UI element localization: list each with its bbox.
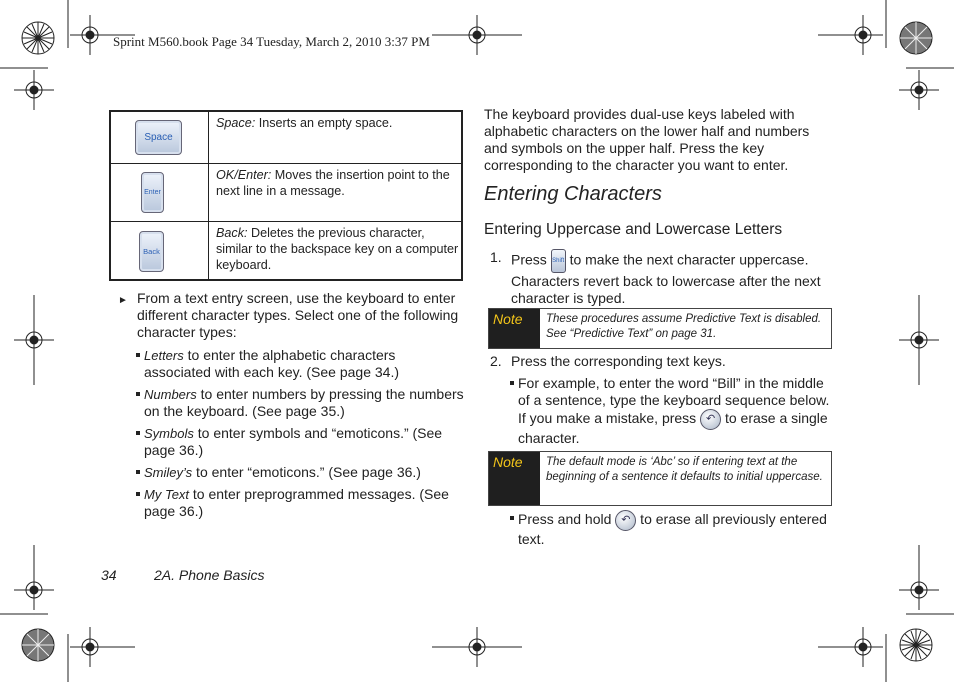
step-text: Press the corresponding text keys. [511,353,726,369]
shift-key-icon: Shift [551,249,566,273]
square-bullet-icon [136,431,140,435]
crosshair-icon [70,15,110,55]
key-image-cell [111,222,209,281]
section-name: 2A. Phone Basics [154,567,265,583]
crosshair-icon [843,15,883,55]
square-bullet-icon [510,516,514,520]
crosshair-icon [899,320,939,360]
subsection-heading: Entering Uppercase and Lowercase Letters [484,221,783,238]
page-number: 34 [101,567,117,583]
registration-rosette-icon [22,629,54,661]
key-description [216,225,459,273]
arrow-bullet-icon: ► [118,295,128,306]
key-description-text: Inserts an empty space. [255,116,393,130]
crosshair-icon [899,70,939,110]
list-item-text: to erase all previously entered text. [518,511,827,547]
key-term: Space: [216,116,256,130]
crosshair-icon [70,627,110,667]
list-item-text: to enter numbers by pressing the numbers on the keyboard. (See page 35.) [144,386,464,419]
step-number: 1. [490,249,502,265]
square-bullet-icon [136,353,140,357]
enter-key-icon: Enter [141,172,164,213]
square-bullet-icon [136,392,140,396]
note-text: The default mode is ‘Abc’ so if entering text at the beginning of a sentence it defaults to initial uppercase. [546,456,823,483]
key-table-row [111,222,461,281]
note-text: These procedures assume Predictive Text is disabled. See “Predictive Text” on page 31. [546,313,822,340]
key-table [109,110,463,281]
list-item-term: Letters [144,348,184,363]
list-item-term: Smiley’s [144,465,193,480]
intro-paragraph: The keyboard provides dual-use keys labeled with alphabetic characters on the lower half and numbers and symbols on the upper half. Press the key corresponding to the character you want to enter. [484,106,810,173]
crosshair-icon [457,15,497,55]
crosshair-icon [14,70,54,110]
note-label: Note [489,452,540,505]
registration-rosette-icon [900,629,932,661]
crosshair-icon [14,320,54,360]
key-description [216,167,459,199]
section-heading: Entering Characters [484,183,662,205]
square-bullet-icon [136,492,140,496]
note-box [488,308,832,349]
registration-rosette-icon [22,22,54,54]
step-text: Press [511,251,551,268]
key-image-cell [111,112,209,163]
key-table-row [111,112,461,164]
square-bullet-icon [136,470,140,474]
back-key-icon: Back [139,231,164,272]
key-description-text: Deletes the previous character, similar to the backspace key on a computer keyboard. [216,226,459,272]
list-item-text: For example, to enter the word “Bill” in the middle of a sentence, type the keyboard sequence below. If you make a mistake, press [518,375,830,427]
crosshair-icon [843,627,883,667]
step-text: to make the next character uppercase. Characters revert back to lowercase after the next character is typed. [511,251,821,306]
list-item-term: Symbols [144,426,194,441]
registration-rosette-icon [900,22,932,54]
list-item-term: My Text [144,487,190,502]
key-table-row [111,164,461,222]
key-term: Back: [216,226,248,240]
list-item-text: Press and hold [518,511,616,528]
list-item-text: to enter the alphabetic characters associated with each key. (See page 34.) [144,347,400,380]
key-term: OK/Enter: [216,168,272,182]
crosshair-icon [899,570,939,610]
note-label: Note [489,309,540,348]
list-item-term: Numbers [144,387,197,402]
list-item-text: to enter symbols and “emoticons.” (See page 36.) [144,425,443,458]
step-number: 2. [490,353,502,369]
note-box [488,451,832,506]
crosshair-icon [14,570,54,610]
key-description [216,115,459,131]
back-key-icon: ↶ [615,510,636,531]
square-bullet-icon [510,381,514,385]
main-bullet-text: From a text entry screen, use the keyboard to enter different character types. Select one of the following character types: [137,290,459,340]
list-item-text: to enter preprogrammed messages. (See page 36.) [144,486,449,519]
back-key-icon: ↶ [700,409,721,430]
key-image-cell [111,164,209,221]
list-item-text: to erase a single character. [518,410,828,446]
print-header: Sprint M560.book Page 34 Tuesday, March 2, 2010 3:37 PM [113,34,430,49]
key-description-text: Moves the insertion point to the next line in a message. [216,168,450,198]
list-item-text: to enter “emoticons.” (See page 36.) [192,464,421,480]
crosshair-icon [457,627,497,667]
space-key-icon: Space [135,120,182,155]
